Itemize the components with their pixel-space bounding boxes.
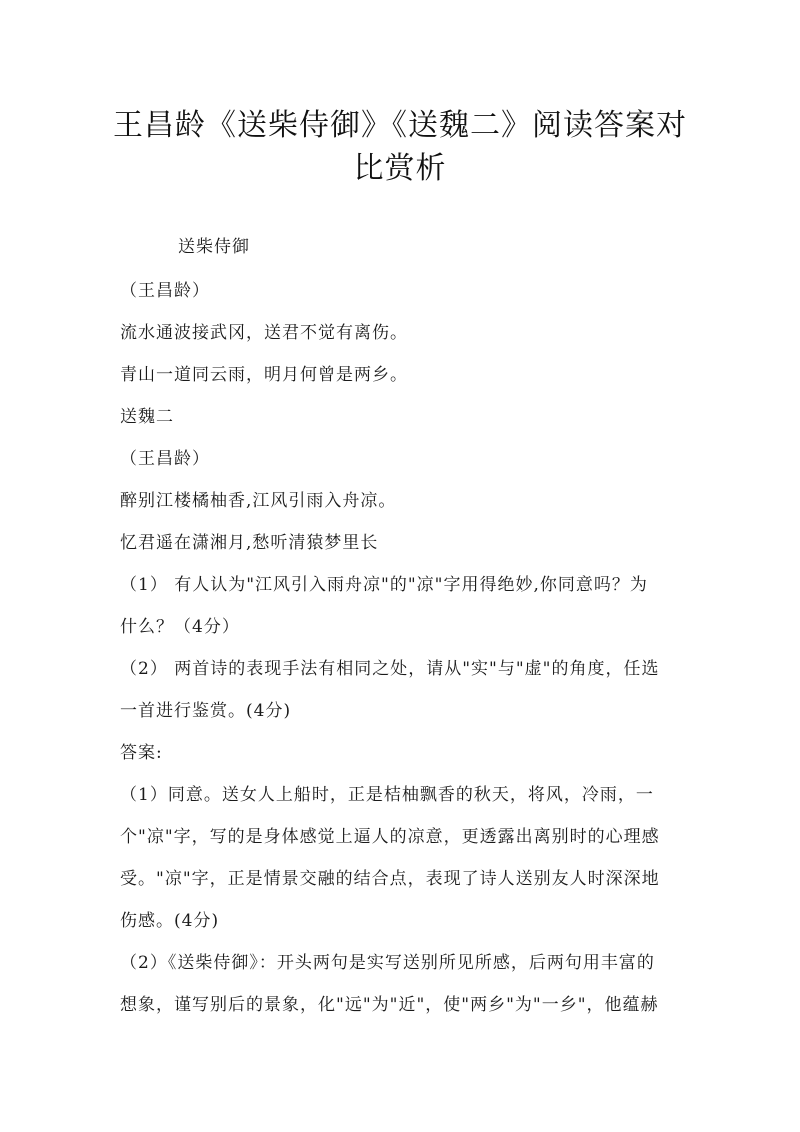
- poem1-author: （王昌龄）: [120, 281, 210, 301]
- answer-1-line: 伤感。(4分): [120, 911, 220, 931]
- answer-2-line: 想象，谨写别后的景象，化"远"为"近"，使"两乡"为"一乡"，他蕴赫: [120, 995, 659, 1015]
- question-1-line: （1） 有人认为"江风引入雨舟凉"的"凉"字用得绝妙,你同意吗？为: [120, 575, 648, 595]
- poem1-title: 送柴侍御: [178, 237, 250, 257]
- poem1-line: 青山一道同云雨，明月何曾是两乡。: [120, 365, 408, 385]
- question-2-line: （2） 两首诗的表现手法有相同之处，请从"实"与"虚"的角度，任选: [120, 659, 660, 679]
- answers-heading: 答案:: [120, 743, 163, 763]
- answer-2-line: （2）《送柴侍御》：开头两句是实写送别所见所感，后两句用丰富的: [120, 953, 655, 973]
- question-2-line: 一首进行鉴赏。(4分): [120, 701, 292, 721]
- page-title-continued: 比赏析: [353, 151, 447, 186]
- answer-1-line: 受。"凉"字，正是情景交融的结合点，表现了诗人送别友人时深深地: [120, 869, 660, 889]
- answer-1-line: （1）同意。送女人上船时，正是桔柚飘香的秋天，将风，冷雨，一: [120, 785, 654, 805]
- poem2-line: 忆君遥在潇湘月,愁听清猿梦里长: [120, 533, 379, 553]
- poem2-title: 送魏二: [120, 407, 174, 427]
- answer-1-line: 个"凉"字，写的是身体感觉上逼人的凉意，更透露出离别时的心理感: [120, 827, 660, 847]
- poem1-line: 流水通波接武冈，送君不觉有离伤。: [120, 323, 408, 343]
- page-title: 王昌龄《送柴侍御》《送魏二》阅读答案对: [113, 108, 687, 143]
- question-1-line: 什么？（4分）: [120, 617, 240, 637]
- poem2-author: （王昌龄）: [120, 449, 210, 469]
- poem2-line: 醉别江楼橘柚香,江风引雨入舟凉。: [120, 491, 397, 511]
